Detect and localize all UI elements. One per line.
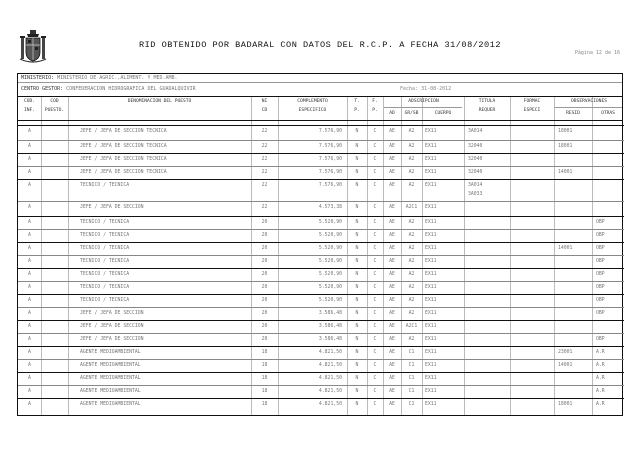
cell-fp: C xyxy=(373,389,377,394)
centro-line xyxy=(21,86,196,92)
cell-gr: A2 xyxy=(408,183,415,188)
cell-comp: 7.576,90 xyxy=(318,144,342,149)
cell-tp: N xyxy=(355,233,359,238)
cell-den: JEFE / JEFA DE SECCION xyxy=(80,311,144,316)
cell-cuerpo: EX11 xyxy=(425,129,437,134)
cell-comp: 7.576,90 xyxy=(318,183,342,188)
table-row xyxy=(18,346,624,359)
cell-nivel: 18 xyxy=(261,402,268,407)
cell-inf: A xyxy=(28,337,31,342)
cell-resid: 23001 xyxy=(558,350,573,355)
cell-tp: N xyxy=(355,285,359,290)
col-titula: TITULA REQUER xyxy=(478,99,496,113)
cell-comp: 5.520,90 xyxy=(318,285,342,290)
cell-den: JEFE / JEFA DE SECCION TECNICA xyxy=(80,129,167,134)
cell-tp: N xyxy=(355,298,359,303)
cell-fp: C xyxy=(373,324,377,329)
table-row xyxy=(18,398,624,411)
table-row xyxy=(18,216,624,229)
cell-cuerpo: EX11 xyxy=(425,298,437,303)
cell-gr: A2 xyxy=(408,144,415,149)
cell-tp: N xyxy=(355,205,359,210)
cell-cuerpo: EX11 xyxy=(425,246,437,251)
report-table xyxy=(17,73,623,416)
page-number: Página 12 de 16 xyxy=(574,50,620,56)
cell-ad: AE xyxy=(389,285,395,290)
table-row xyxy=(18,385,624,398)
cell-inf: A xyxy=(28,311,31,316)
cell-fp: C xyxy=(373,144,377,149)
cell-inf: A xyxy=(28,259,31,264)
cell-gr: C1 xyxy=(408,376,415,381)
cell-gr: A2 xyxy=(408,246,415,251)
cell-den: TECNICO / TECNICA xyxy=(80,298,130,303)
cell-comp: 5.520,90 xyxy=(318,233,342,238)
cell-gr: A2 xyxy=(408,233,415,238)
table-row xyxy=(18,359,624,372)
col-adscripcion: ADSCRIPCION xyxy=(408,99,439,104)
cell-otras: OBP xyxy=(596,246,605,251)
cell-gr: C1 xyxy=(408,389,415,394)
cell-fp: C xyxy=(373,298,377,303)
cell-inf: A xyxy=(28,376,31,381)
cell-gr: A2 xyxy=(408,337,415,342)
table-row xyxy=(18,166,624,179)
col-formac: FORMAC ESPECI xyxy=(523,99,541,113)
table-row xyxy=(18,320,624,333)
report-date: Fecha: 31-08-2012 xyxy=(400,86,452,92)
cell-titula: 32040 xyxy=(468,144,483,149)
cell-inf: A xyxy=(28,350,31,355)
cell-cuerpo: EX11 xyxy=(425,350,437,355)
cell-gr: A2 xyxy=(408,272,415,277)
cell-gr: A2 xyxy=(408,298,415,303)
col-cuerpo: CUERPO xyxy=(434,111,452,116)
cell-otras: OBP xyxy=(596,298,605,303)
cell-ad: AE xyxy=(389,129,395,134)
cell-comp: 5.520,90 xyxy=(318,259,342,264)
cell-inf: A xyxy=(28,363,31,368)
cell-nivel: 20 xyxy=(261,246,268,251)
cell-nivel: 20 xyxy=(261,259,268,264)
table-row xyxy=(18,294,624,307)
cell-ad: AE xyxy=(389,311,395,316)
cell-tp: N xyxy=(355,376,359,381)
cell-comp: 7.576,90 xyxy=(318,170,342,175)
cell-ad: AE xyxy=(389,144,395,149)
cell-inf: A xyxy=(28,144,31,149)
cell-fp: C xyxy=(373,259,377,264)
cell-fp: C xyxy=(373,311,377,316)
cell-otras: A.R xyxy=(596,389,605,394)
cell-den: JEFE / JEFA DE SECCION xyxy=(80,205,144,210)
cell-fp: C xyxy=(373,402,377,407)
cell-ad: AE xyxy=(389,259,395,264)
cell-cuerpo: EX11 xyxy=(425,144,437,149)
cell-cuerpo: EX11 xyxy=(425,259,437,264)
cell-gr: A2 xyxy=(408,220,415,225)
cell-inf: A xyxy=(28,170,31,175)
cell-cuerpo: EX11 xyxy=(425,363,437,368)
cell-titula: 3A033 xyxy=(468,192,483,197)
cell-ad: AE xyxy=(389,233,395,238)
cell-ad: AE xyxy=(389,363,395,368)
cell-inf: A xyxy=(28,129,31,134)
cell-otras: OBP xyxy=(596,272,605,277)
col-gr-sb: GR/SB xyxy=(404,111,419,116)
cell-tp: N xyxy=(355,402,359,407)
cell-den: AGENTE MEDIOAMBIENTAL xyxy=(80,350,141,355)
col-observaciones: OBSERVACIONES xyxy=(571,99,607,104)
cell-titula: 32040 xyxy=(468,170,483,175)
col-resid: RESID xyxy=(566,111,580,116)
cell-otras: OBP xyxy=(596,259,605,264)
cell-tp: N xyxy=(355,157,359,162)
cell-tp: N xyxy=(355,337,359,342)
table-row xyxy=(18,179,624,197)
cell-nivel: 20 xyxy=(261,324,268,329)
cell-comp: 4.573,38 xyxy=(318,205,342,210)
cell-den: AGENTE MEDIOAMBIENTAL xyxy=(80,376,141,381)
cell-inf: A xyxy=(28,272,31,277)
cell-nivel: 18 xyxy=(261,363,268,368)
table-row xyxy=(18,307,624,320)
cell-otras: A.R xyxy=(596,376,605,381)
table-row xyxy=(18,201,624,214)
col-denominacion: DENOMINACION DEL PUESTO xyxy=(127,99,192,104)
cell-cuerpo: EX11 xyxy=(425,272,437,277)
cell-fp: C xyxy=(373,246,377,251)
cell-gr: A2 xyxy=(408,129,415,134)
cell-inf: A xyxy=(28,389,31,394)
cell-den: JEFE / JEFA DE SECCION TECNICA xyxy=(80,170,167,175)
cell-nivel: 22 xyxy=(261,170,268,175)
cell-fp: C xyxy=(373,363,377,368)
col-cod-inf: COD. INF. xyxy=(23,99,36,113)
cell-nivel: 18 xyxy=(261,376,268,381)
cell-gr: A2 xyxy=(408,259,415,264)
cell-ad: AE xyxy=(389,246,395,251)
cell-otras: A.R xyxy=(596,402,605,407)
cell-nivel: 20 xyxy=(261,233,268,238)
cell-den: TECNICO / TECNICA xyxy=(80,183,130,188)
cell-den: JEFE / JEFA DE SECCION TECNICA xyxy=(80,144,167,149)
cell-ad: AE xyxy=(389,157,395,162)
cell-gr: A2 xyxy=(408,311,415,316)
cell-cuerpo: EX11 xyxy=(425,170,437,175)
cell-otras: OBP xyxy=(596,311,605,316)
cell-den: TECNICO / TECNICA xyxy=(80,272,130,277)
cell-cuerpo: EX11 xyxy=(425,324,437,329)
cell-gr: A2 xyxy=(408,285,415,290)
cell-den: TECNICO / TECNICA xyxy=(80,220,130,225)
cell-tp: N xyxy=(355,311,359,316)
cell-comp: 3.586,48 xyxy=(318,324,342,329)
cell-inf: A xyxy=(28,233,31,238)
cell-tp: N xyxy=(355,144,359,149)
cell-ad: AE xyxy=(389,376,395,381)
cell-otras: OBP xyxy=(596,220,605,225)
cell-comp: 4.821,50 xyxy=(318,389,342,394)
cell-fp: C xyxy=(373,220,377,225)
cell-inf: A xyxy=(28,324,31,329)
col-fp: F. P. xyxy=(372,99,378,113)
cell-titula: 3A014 xyxy=(468,183,483,188)
col-cod-puesto: COD PUESTO. xyxy=(44,99,65,113)
cell-ad: AE xyxy=(389,272,395,277)
cell-comp: 4.821,50 xyxy=(318,402,342,407)
cell-fp: C xyxy=(373,376,377,381)
cell-den: TECNICO / TECNICA xyxy=(80,233,130,238)
cell-nivel: 20 xyxy=(261,285,268,290)
cell-ad: AE xyxy=(389,220,395,225)
cell-ad: AE xyxy=(389,389,395,394)
cell-fp: C xyxy=(373,183,377,188)
table-row xyxy=(18,125,624,138)
cell-otras: OBP xyxy=(596,285,605,290)
cell-inf: A xyxy=(28,183,31,188)
cell-ad: AE xyxy=(389,298,395,303)
cell-cuerpo: EX11 xyxy=(425,157,437,162)
cell-nivel: 22 xyxy=(261,129,268,134)
cell-tp: N xyxy=(355,259,359,264)
cell-tp: N xyxy=(355,324,359,329)
cell-titula: 32040 xyxy=(468,157,483,162)
cell-fp: C xyxy=(373,170,377,175)
cell-gr: C1 xyxy=(408,350,415,355)
cell-fp: C xyxy=(373,337,377,342)
col-otras: OTRAS xyxy=(601,111,615,116)
centro-label: CENTRO GESTOR: xyxy=(21,86,64,92)
cell-comp: 5.520,90 xyxy=(318,220,342,225)
cell-fp: C xyxy=(373,129,377,134)
ministerio-label: MINISTERIO: xyxy=(21,75,55,81)
cell-ad: AE xyxy=(389,183,395,188)
cell-inf: A xyxy=(28,205,31,210)
cell-nivel: 22 xyxy=(261,144,268,149)
cell-fp: C xyxy=(373,157,377,162)
cell-comp: 4.821,50 xyxy=(318,350,342,355)
cell-cuerpo: EX11 xyxy=(425,205,437,210)
cell-ad: AE xyxy=(389,402,395,407)
ministerio-line xyxy=(21,75,178,81)
cell-cuerpo: EX11 xyxy=(425,402,437,407)
table-row xyxy=(18,333,624,346)
cell-cuerpo: EX11 xyxy=(425,389,437,394)
cell-comp: 7.576,90 xyxy=(318,129,342,134)
cell-resid: 18001 xyxy=(558,144,573,149)
col-ad: AD xyxy=(389,111,395,116)
cell-gr: A2C1 xyxy=(405,205,418,210)
cell-tp: N xyxy=(355,183,359,188)
table-row xyxy=(18,372,624,385)
cell-comp: 5.520,90 xyxy=(318,272,342,277)
cell-tp: N xyxy=(355,220,359,225)
col-complemento: COMPLEMENTO ESPECIFICO xyxy=(297,99,328,113)
cell-ad: AE xyxy=(389,205,395,210)
table-row xyxy=(18,268,624,281)
cell-nivel: 20 xyxy=(261,272,268,277)
cell-tp: N xyxy=(355,170,359,175)
cell-ad: AE xyxy=(389,350,395,355)
cell-otras: OBP xyxy=(596,337,605,342)
cell-den: AGENTE MEDIOAMBIENTAL xyxy=(80,389,141,394)
cell-gr: C1 xyxy=(408,363,415,368)
cell-fp: C xyxy=(373,285,377,290)
cell-otras: OBP xyxy=(596,233,605,238)
cell-fp: C xyxy=(373,350,377,355)
cell-den: JEFE / JEFA DE SECCION TECNICA xyxy=(80,157,167,162)
cell-tp: N xyxy=(355,246,359,251)
cell-den: TECNICO / TECNICA xyxy=(80,285,130,290)
centro-value: CONFEDERACION HIDROGRAFICA DEL GUADALQUIVIR xyxy=(66,86,196,92)
cell-den: JEFE / JEFA DE SECCION xyxy=(80,337,144,342)
cell-cuerpo: EX11 xyxy=(425,311,437,316)
cell-gr: A2 xyxy=(408,170,415,175)
cell-inf: A xyxy=(28,298,31,303)
cell-ad: AE xyxy=(389,337,395,342)
cell-den: TECNICO / TECNICA xyxy=(80,259,130,264)
cell-nivel: 22 xyxy=(261,205,268,210)
cell-inf: A xyxy=(28,220,31,225)
cell-inf: A xyxy=(28,402,31,407)
cell-cuerpo: EX11 xyxy=(425,183,437,188)
cell-den: TECNICO / TECNICA xyxy=(80,246,130,251)
cell-nivel: 22 xyxy=(261,157,268,162)
table-row xyxy=(18,140,624,153)
cell-nivel: 20 xyxy=(261,298,268,303)
cell-comp: 7.576,90 xyxy=(318,157,342,162)
cell-inf: A xyxy=(28,246,31,251)
cell-nivel: 20 xyxy=(261,337,268,342)
cell-gr: A2 xyxy=(408,157,415,162)
cell-gr: C1 xyxy=(408,402,415,407)
cell-cuerpo: EX11 xyxy=(425,233,437,238)
cell-inf: A xyxy=(28,157,31,162)
cell-gr: A2C1 xyxy=(405,324,418,329)
cell-den: AGENTE MEDIOAMBIENTAL xyxy=(80,402,141,407)
cell-nivel: 22 xyxy=(261,183,268,188)
table-row xyxy=(18,153,624,166)
cell-tp: N xyxy=(355,389,359,394)
cell-resid: 18001 xyxy=(558,402,573,407)
cell-den: AGENTE MEDIOAMBIENTAL xyxy=(80,363,141,368)
cell-inf: A xyxy=(28,285,31,290)
cell-nivel: 20 xyxy=(261,311,268,316)
table-row xyxy=(18,281,624,294)
cell-titula: 3A014 xyxy=(468,129,483,134)
cell-resid: 18001 xyxy=(558,129,573,134)
cell-comp: 5.520,90 xyxy=(318,298,342,303)
cell-otras: A.R xyxy=(596,363,605,368)
table-row xyxy=(18,255,624,268)
cell-den: JEFE / JEFA DE SECCION xyxy=(80,324,144,329)
cell-tp: N xyxy=(355,129,359,134)
cell-resid: 14001 xyxy=(558,246,573,251)
cell-cuerpo: EX11 xyxy=(425,337,437,342)
table-row xyxy=(18,229,624,242)
cell-otras: A.R xyxy=(596,350,605,355)
cell-ad: AE xyxy=(389,324,395,329)
table-row xyxy=(18,242,624,255)
cell-nivel: 18 xyxy=(261,350,268,355)
cell-comp: 4.821,50 xyxy=(318,376,342,381)
cell-fp: C xyxy=(373,272,377,277)
cell-nivel: 18 xyxy=(261,389,268,394)
cell-tp: N xyxy=(355,350,359,355)
cell-comp: 3.586,48 xyxy=(318,311,342,316)
cell-comp: 3.586,48 xyxy=(318,337,342,342)
report-title: RID OBTENIDO POR BADARAL CON DATOS DEL R.C.P. A FECHA 31/08/2012 xyxy=(138,40,502,50)
cell-nivel: 20 xyxy=(261,220,268,225)
cell-resid: 14001 xyxy=(558,363,573,368)
cell-cuerpo: EX11 xyxy=(425,220,437,225)
cell-tp: N xyxy=(355,363,359,368)
col-nivel: NI CD xyxy=(261,99,268,113)
col-tp: T. P. xyxy=(354,99,360,113)
cell-cuerpo: EX11 xyxy=(425,285,437,290)
cell-comp: 5.520,90 xyxy=(318,246,342,251)
cell-fp: C xyxy=(373,233,377,238)
cell-cuerpo: EX11 xyxy=(425,376,437,381)
ministerio-value: MINISTERIO DE AGRIC.,ALIMENT. Y MED.AMB. xyxy=(57,75,178,81)
cell-ad: AE xyxy=(389,170,395,175)
cell-comp: 4.821,50 xyxy=(318,363,342,368)
cell-tp: N xyxy=(355,272,359,277)
cell-fp: C xyxy=(373,205,377,210)
cell-resid: 14001 xyxy=(558,170,573,175)
